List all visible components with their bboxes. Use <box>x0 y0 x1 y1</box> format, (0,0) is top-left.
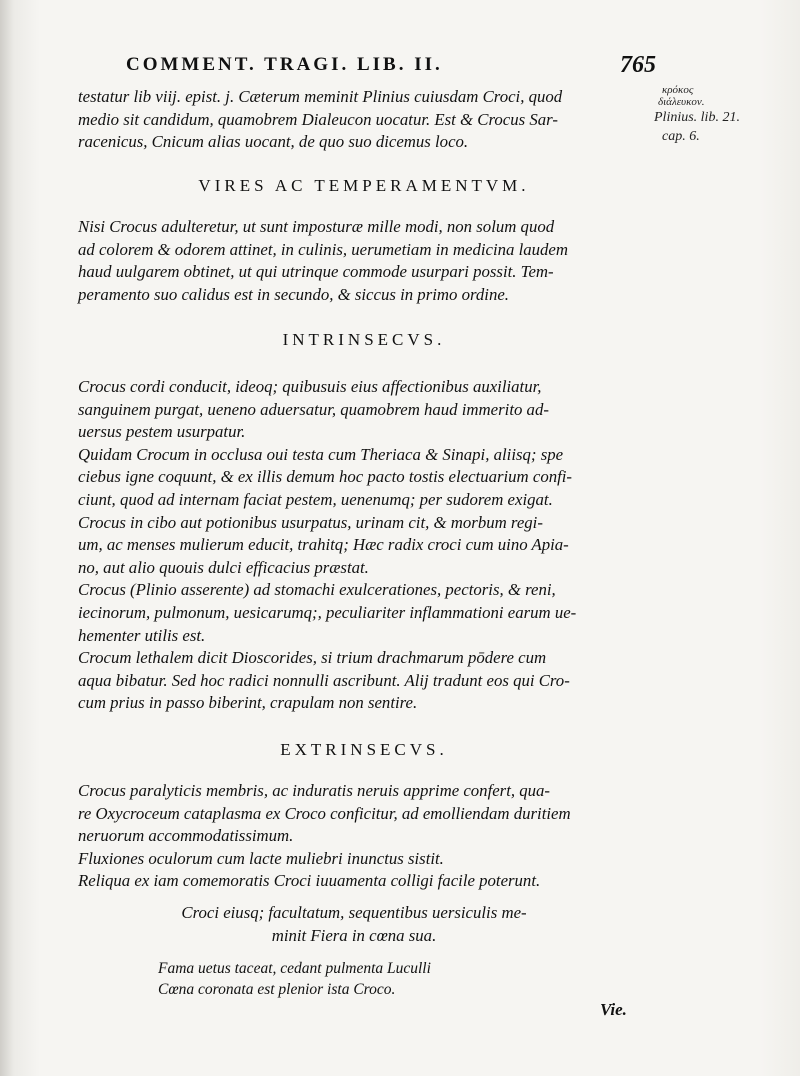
text-line: aqua bibatur. Sed hoc radici nonnulli ascribunt. Alij tradunt eos qui Cro- <box>78 670 570 690</box>
vires-paragraph <box>78 216 650 306</box>
text-line: Quidam Crocum in occlusa oui testa cum Theriaca & Sinapi, aliisq; spe <box>78 444 564 464</box>
margin-citation-1: Plinius. lib. 21. <box>654 110 740 125</box>
text-line: Fluxiones oculorum cum lacte muliebri inunctus sistit. <box>78 848 444 868</box>
text-line: sanguinem purgat, ueneno aduersatur, quamobrem haud immerito ad- <box>78 399 549 419</box>
extrinsecus-paragraphs <box>78 780 650 893</box>
verse-line: Fama uetus taceat, cedant pulmenta Luculli <box>158 960 431 977</box>
section-heading-intrinsecus: INTRINSECVS. <box>282 330 446 349</box>
text-line: neruorum accommodatissimum. <box>78 826 294 846</box>
verse-quotation <box>158 958 431 1000</box>
text-line: ciunt, quod ad internam faciat pestem, uenenumq; per sudorem exigat. <box>78 489 553 509</box>
text-line: haud uulgarem obtinet, ut qui utrinque commode usurpari possit. Tem- <box>78 262 554 282</box>
running-title: COMMENT. TRAGI. LIB. II. <box>126 54 443 75</box>
text-line: ad colorem & odorem attinet, in culinis, uerumetiam in medicina laudem <box>78 239 568 259</box>
running-header <box>126 52 656 80</box>
verse-line: Cœna coronata est plenior ista Croco. <box>158 981 396 998</box>
text-line: cum prius in passo biberint, crapulam non sentire. <box>78 693 418 713</box>
text-line: testatur lib viij. epist. j. Cæterum meminit Plinius cuiusdam Croci, quod <box>78 87 563 106</box>
text-line: medio sit candidum, quamobrem Dialeucon uocatur. Est & Crocus Sar- <box>78 109 558 129</box>
text-line: racenicus, Cnicum alias uocant, de quo suo dicemus loco. <box>78 132 469 152</box>
text-line: no, aut alio quouis dulci efficacius præstat. <box>78 557 369 577</box>
closing-paragraph <box>78 902 650 947</box>
page-number: 765 <box>620 52 656 78</box>
text-line: uersus pestem usurpatur. <box>78 422 246 442</box>
text-line: Crocus (Plinio asserente) ad stomachi exulcerationes, pectoris, & reni, <box>78 580 556 600</box>
section-heading-vires: VIRES AC TEMPERAMENTVM. <box>198 176 530 195</box>
margin-note <box>652 84 798 146</box>
text-line: Crocus paralyticis membris, ac induratis neruis apprime confert, qua- <box>78 781 551 800</box>
intrinsecus-paragraphs <box>78 376 650 715</box>
text-line: Crocum lethalem dicit Dioscorides, si trium drachmarum pōdere cum <box>78 648 547 668</box>
margin-greek-2: διάλευκον. <box>658 96 705 108</box>
text-line: Crocus in cibo aut potionibus usurpatus, urinam cit, & morbum regi- <box>78 512 543 532</box>
text-line: um, ac menses mulierum educit, trahitq; Hæc radix croci cum uino Apia- <box>78 535 569 555</box>
text-line: Crocus cordi conducit, ideoq; quibusuis eius affectionibus auxiliatur, <box>78 377 542 396</box>
catchword: Vie. <box>600 1000 627 1019</box>
text-line: iecinorum, pulmonum, uesicarumq;, peculiariter inflammationi earum ue- <box>78 602 577 622</box>
text-line: ciebus igne coquunt, & ex illis demum hoc pacto tostis electuarium confi- <box>78 467 573 487</box>
text-line: Reliqua ex iam comemoratis Croci iuuamenta colligi facile poterunt. <box>78 871 541 891</box>
text-line: Croci eiusq; facultatum, sequentibus uersiculis me- <box>181 903 527 922</box>
text-line: re Oxycroceum cataplasma ex Croco conficitur, ad emolliendam duritiem <box>78 803 571 823</box>
text-line: Nisi Crocus adulteretur, ut sunt imposturæ mille modi, non solum quod <box>78 217 555 236</box>
text-line: minit Fiera in cœna sua. <box>271 925 437 945</box>
text-line: peramento suo calidus est in secundo, & siccus in primo ordine. <box>78 284 509 304</box>
intro-paragraph <box>78 86 650 154</box>
section-heading-extrinsecus: EXTRINSECVS. <box>280 740 448 759</box>
margin-greek-1: κρόκος <box>662 84 694 96</box>
text-line: hementer utilis est. <box>78 625 206 645</box>
margin-citation-2: cap. 6. <box>662 129 700 144</box>
